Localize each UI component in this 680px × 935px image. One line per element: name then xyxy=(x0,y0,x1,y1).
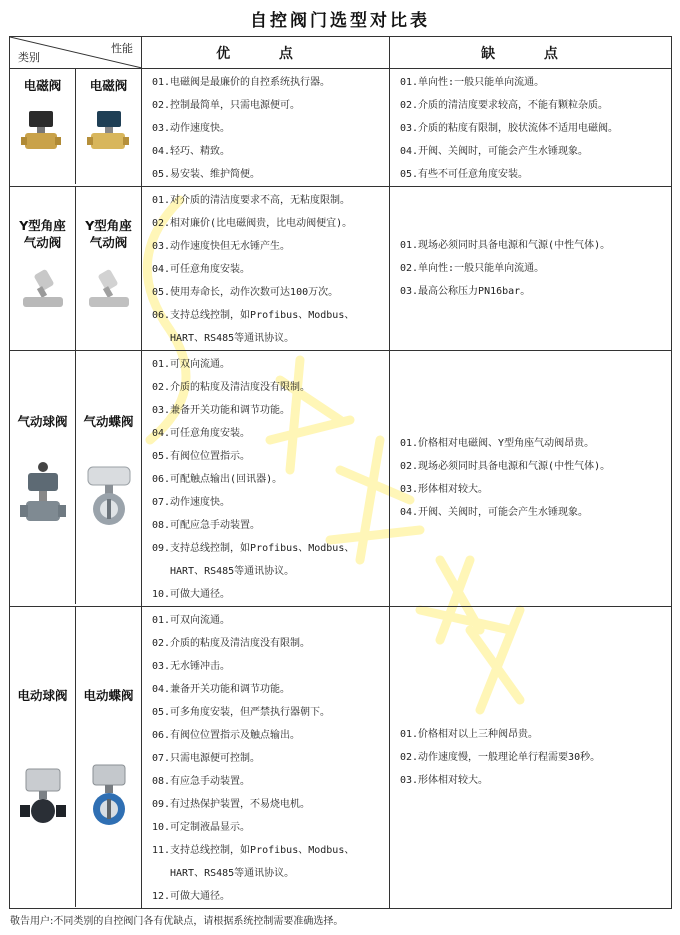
angle-seat-valve-icon xyxy=(21,269,65,313)
valve-name: 气动球阀 xyxy=(17,414,68,429)
list-item: HART、RS485等通讯协议。 xyxy=(170,868,295,879)
header-category: 类别 xyxy=(18,51,40,64)
list-item: 02.相对廉价(比电磁阀贵，比电动阀便宜)。 xyxy=(152,218,353,229)
header-cons: 缺 点 xyxy=(390,37,672,69)
solenoid-valve-icon xyxy=(21,109,65,153)
list-item: HART、RS485等通讯协议。 xyxy=(170,566,295,577)
list-item: 03.兼备开关功能和调节功能。 xyxy=(152,405,291,416)
valve-item xyxy=(10,607,76,907)
list-item: 03.无水锤冲击。 xyxy=(152,661,231,672)
list-item: 03.介质的粘度有限制，胶状流体不适用电磁阀。 xyxy=(400,123,619,134)
comparison-table xyxy=(9,36,672,909)
list-item: 04.开阀、关阀时，可能会产生水锤现象。 xyxy=(400,146,589,157)
list-item: 05.有阀位位置指示。 xyxy=(152,451,251,462)
list-item: 01.电磁阀是最廉价的自控系统执行器。 xyxy=(152,77,331,88)
list-item: 02.单向性:一般只能单向流通。 xyxy=(400,263,545,274)
list-item: 02.介质的清洁度要求较高，不能有颗粒杂质。 xyxy=(400,100,609,111)
header-row xyxy=(10,37,672,69)
list-item: 08.有应急手动装置。 xyxy=(152,776,251,787)
list-item: 04.可任意角度安装。 xyxy=(152,264,251,275)
angle-seat-valve-icon xyxy=(87,269,131,313)
list-item: 03.动作速度快。 xyxy=(152,123,231,134)
list-item: 07.只需电源便可控制。 xyxy=(152,753,261,764)
list-item: 03.动作速度快但无水锤产生。 xyxy=(152,241,291,252)
valve-name: 电动球阀 xyxy=(17,688,68,703)
list-item: 03.最高公称压力PN16bar。 xyxy=(400,286,531,297)
valve-category-cell xyxy=(10,607,142,909)
list-item: 10.可做大通径。 xyxy=(152,589,231,600)
table-row xyxy=(10,607,672,909)
pros-cell xyxy=(142,187,390,351)
cons-cell xyxy=(390,69,672,187)
list-item: HART、RS485等通讯协议。 xyxy=(170,333,295,344)
pros-cell xyxy=(142,69,390,187)
header-diagonal-cell xyxy=(10,37,142,69)
list-item: 04.兼备开关功能和调节功能。 xyxy=(152,684,291,695)
list-item: 04.可任意角度安装。 xyxy=(152,428,251,439)
valve-name: 电磁阀 xyxy=(23,78,62,93)
list-item: 05.可多角度安装，但严禁执行器朝下。 xyxy=(152,707,331,718)
valve-item xyxy=(10,69,76,184)
pros-cell xyxy=(142,351,390,607)
list-item: 02.动作速度慢，一般理论单行程需要30秒。 xyxy=(400,751,601,763)
table-row xyxy=(10,187,672,351)
valve-name: Y型角座 气动阀 xyxy=(85,218,132,250)
list-item: 01.价格相对电磁阀、Y型角座气动阀昂贵。 xyxy=(400,437,595,449)
electric-ball-valve-icon xyxy=(20,767,66,825)
valve-category-cell xyxy=(10,187,142,351)
cons-cell xyxy=(390,351,672,607)
list-item: 05.有些不可任意角度安装。 xyxy=(400,169,529,180)
cons-cell xyxy=(390,187,672,351)
table-row xyxy=(10,351,672,607)
list-item: 04.轻巧、精致。 xyxy=(152,146,231,157)
valve-name: 电动蝶阀 xyxy=(83,688,134,703)
footer-note: 敬告用户:不同类别的自控阀门各有优缺点，请根据系统控制需要准确选择。 xyxy=(10,916,344,927)
page-title: 自控阀门选型对比表 xyxy=(250,11,430,31)
list-item: 08.可配应急手动装置。 xyxy=(152,520,261,531)
valve-item xyxy=(76,187,141,350)
pneumatic-ball-valve-icon xyxy=(20,461,66,531)
list-item: 01.可双向流通。 xyxy=(152,615,231,626)
valve-name: 电磁阀 xyxy=(89,78,128,93)
list-item: 01.可双向流通。 xyxy=(152,359,231,370)
valve-item xyxy=(76,69,141,184)
valve-item xyxy=(76,607,141,907)
list-item: 02.现场必须同时具备电源和气源(中性气体)。 xyxy=(400,460,611,472)
list-item: 02.介质的粘度及清洁度没有限制。 xyxy=(152,638,311,649)
list-item: 01.对介质的清洁度要求不高，无粘度限制。 xyxy=(152,195,351,206)
list-item: 12.可做大通径。 xyxy=(152,891,231,902)
valve-category-cell xyxy=(10,351,142,607)
list-item: 01.现场必须同时具备电源和气源(中性气体)。 xyxy=(400,240,611,251)
electric-butterfly-valve-icon xyxy=(85,763,133,827)
valve-item xyxy=(76,351,141,604)
header-performance: 性能 xyxy=(111,42,133,55)
list-item: 01.单向性:一般只能单向流通。 xyxy=(400,77,545,88)
list-item: 05.易安装、维护简便。 xyxy=(152,169,261,180)
list-item: 05.使用寿命长，动作次数可达100万次。 xyxy=(152,287,339,298)
list-item: 03.形体相对较大。 xyxy=(400,774,489,786)
pros-cell xyxy=(142,607,390,909)
valve-name: 气动蝶阀 xyxy=(83,414,134,429)
valve-item xyxy=(10,187,76,350)
list-item: 07.动作速度快。 xyxy=(152,497,231,508)
pneumatic-butterfly-valve-icon xyxy=(84,463,134,529)
cons-cell xyxy=(390,607,672,909)
list-item: 06.有阀位位置指示及触点输出。 xyxy=(152,730,301,741)
list-item: 09.支持总线控制，如Profibus、Modbus、 xyxy=(152,543,355,554)
list-item: 03.形体相对较大。 xyxy=(400,483,489,495)
valve-category-cell xyxy=(10,69,142,187)
valve-name: Y型角座 气动阀 xyxy=(19,218,66,250)
solenoid-valve-icon xyxy=(87,109,131,153)
list-item: 04.开阀、关阀时，可能会产生水锤现象。 xyxy=(400,506,589,518)
valve-item xyxy=(10,351,76,604)
list-item: 10.可定制液晶显示。 xyxy=(152,822,251,833)
table-row xyxy=(10,69,672,187)
list-item: 02.控制最简单，只需电源便可。 xyxy=(152,100,301,111)
list-item: 02.介质的粘度及清洁度没有限制。 xyxy=(152,382,311,393)
list-item: 01.价格相对以上三种阀昂贵。 xyxy=(400,728,539,740)
list-item: 11.支持总线控制，如Profibus、Modbus、 xyxy=(152,845,355,856)
list-item: 09.有过热保护装置，不易烧电机。 xyxy=(152,799,311,810)
list-item: 06.支持总线控制，如Profibus、Modbus、 xyxy=(152,310,355,321)
list-item: 06.可配触点输出(回讯器)。 xyxy=(152,474,283,485)
header-pros: 优 点 xyxy=(142,37,390,69)
